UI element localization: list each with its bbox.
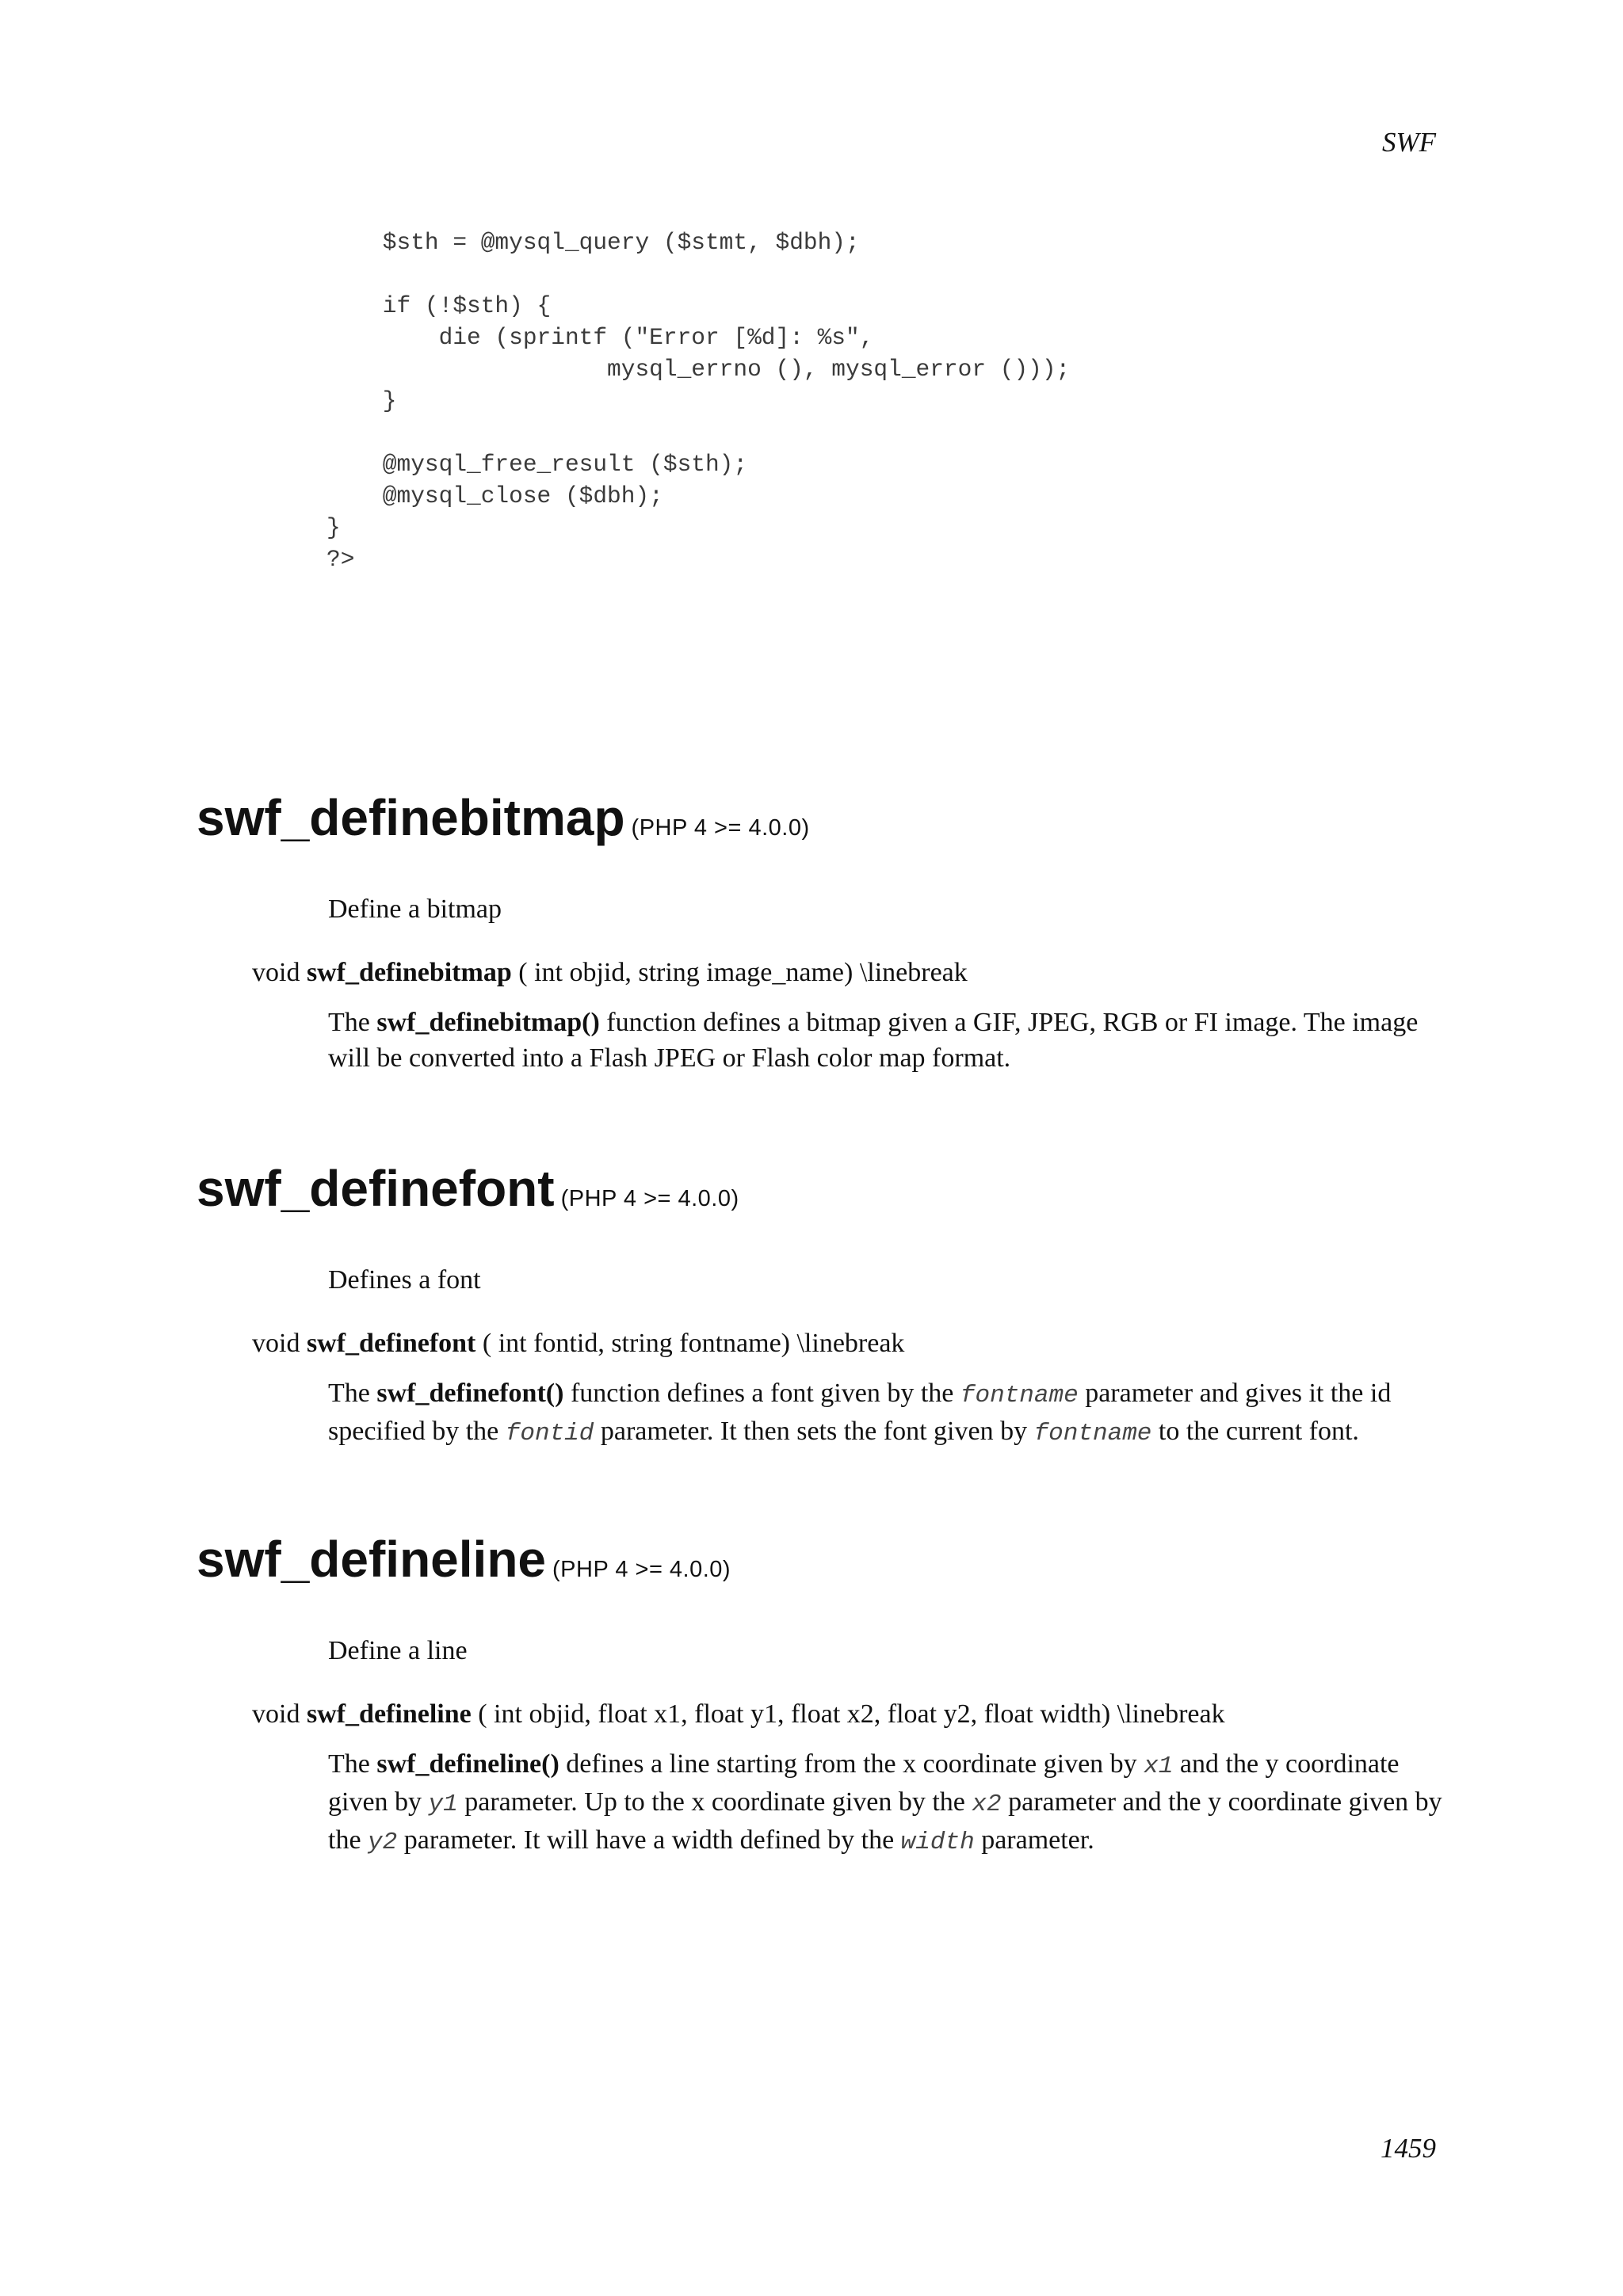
function-description [328, 1005, 1445, 1076]
synopsis-args: ( int fontid, string fontname) \linebreak [475, 1329, 905, 1358]
version-note: (PHP 4 >= 4.0.0) [552, 1557, 731, 1582]
desc-function-ref: swf_definebitmap() [376, 1008, 600, 1037]
function-purpose: Define a line [328, 1636, 468, 1665]
code-line: @mysql_close ($dbh); [327, 482, 663, 509]
param-ref: y2 [368, 1829, 398, 1856]
desc-text: to the current font. [1151, 1417, 1359, 1446]
function-purpose: Defines a font [328, 1265, 481, 1295]
param-ref: x2 [972, 1791, 1002, 1818]
function-heading [197, 1529, 731, 1600]
param-ref: x1 [1144, 1753, 1174, 1780]
function-heading [197, 788, 810, 858]
param-ref: fontid [505, 1420, 594, 1447]
function-heading [197, 1158, 739, 1229]
synopsis-function-name: swf_defineline [306, 1699, 472, 1729]
return-type: void [252, 1329, 300, 1358]
desc-text: parameter and gives it the id specified by the [328, 1379, 1392, 1446]
desc-text: parameter. It then sets the font given by [594, 1417, 1034, 1446]
function-description [328, 1375, 1445, 1451]
function-name: swf_definebitmap [197, 789, 625, 846]
code-line: } [327, 387, 397, 414]
synopsis-args: ( int objid, float x1, float y1, float x2, float y2, float width) \linebreak [471, 1699, 1225, 1729]
desc-function-ref: swf_defineline() [376, 1749, 559, 1779]
function-name: swf_defineline [197, 1531, 546, 1588]
code-line: $sth = @mysql_query ($stmt, $dbh); [327, 229, 860, 256]
desc-text: parameter. Up to the x coordinate given by the [457, 1787, 972, 1817]
function-synopsis [252, 955, 968, 990]
code-line: die (sprintf ("Error [%d]: %s", [327, 324, 874, 351]
running-header: SWF [1381, 127, 1436, 158]
code-line: mysql_errno (), mysql_error ())); [327, 356, 1071, 383]
desc-text: The [328, 1379, 377, 1408]
desc-text: function defines a bitmap given a GIF, JPEG, RGB or FI image. The image will be converted into a Flash JPEG or Flash color map format. [328, 1008, 1419, 1073]
param-ref: width [900, 1829, 975, 1856]
desc-text: parameter. [974, 1825, 1094, 1855]
function-name: swf_definefont [197, 1160, 555, 1217]
function-synopsis [252, 1697, 1225, 1732]
desc-text: The [328, 1008, 377, 1037]
function-purpose: Define a bitmap [328, 894, 502, 924]
code-line: if (!$sth) { [327, 292, 552, 319]
page-number: 1459 [1381, 2133, 1436, 2164]
desc-text: and the y coordinate given by [328, 1749, 1400, 1817]
param-ref: y1 [428, 1791, 458, 1818]
code-line: } [327, 514, 341, 541]
desc-text: function defines a font given by the [563, 1379, 960, 1408]
code-line: @mysql_free_result ($sth); [327, 451, 748, 478]
desc-text: defines a line starting from the x coordinate given by [559, 1749, 1144, 1779]
return-type: void [252, 958, 300, 987]
function-description [328, 1746, 1445, 1860]
desc-function-ref: swf_definefont() [376, 1379, 564, 1408]
function-synopsis [252, 1326, 904, 1361]
synopsis-function-name: swf_definebitmap [306, 958, 512, 987]
param-ref: fontname [1033, 1420, 1152, 1447]
synopsis-function-name: swf_definefont [306, 1329, 476, 1358]
synopsis-args: ( int objid, string image_name) \linebreak [511, 958, 968, 987]
code-line: ?> [327, 546, 355, 573]
param-ref: fontname [960, 1382, 1079, 1409]
version-note: (PHP 4 >= 4.0.0) [631, 815, 810, 841]
desc-text: parameter. It will have a width defined by the [397, 1825, 901, 1855]
desc-text: The [328, 1749, 377, 1779]
version-note: (PHP 4 >= 4.0.0) [560, 1186, 739, 1211]
desc-text: parameter and the y coordinate given by the [328, 1787, 1442, 1855]
code-example [327, 227, 1070, 575]
return-type: void [252, 1699, 300, 1729]
